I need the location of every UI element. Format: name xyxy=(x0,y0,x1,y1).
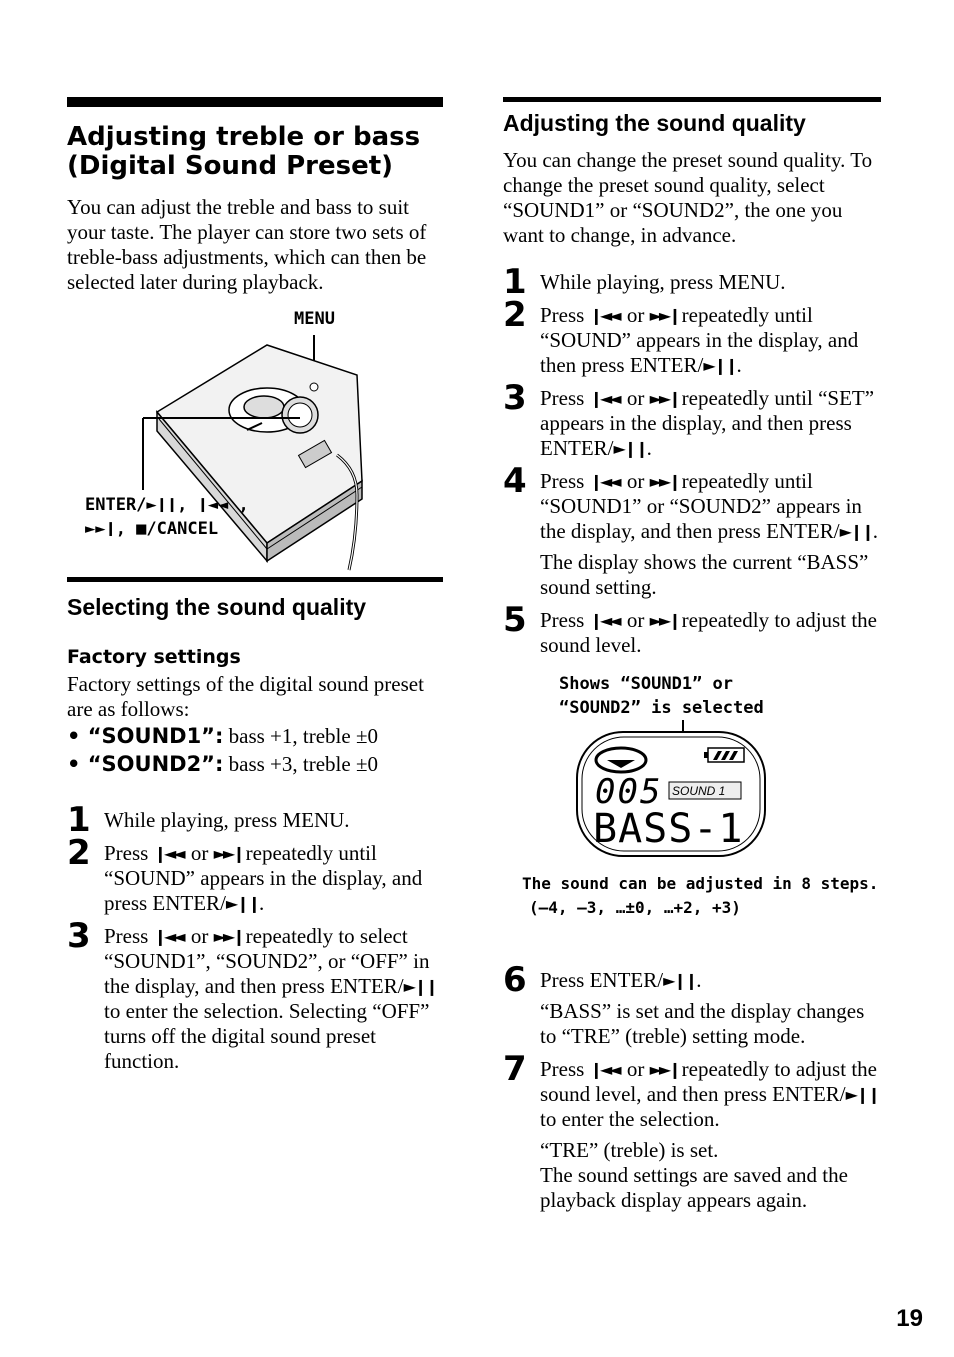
prev-track-icon: ❙◄◄ xyxy=(153,844,183,863)
right-step-4: 4 Press ❙◄◄ or ►►❙ repeatedly until “SOUND1” or “SOUND2” appears in the display, and then press ENTER/►❙❙. The display shows the current “BASS” sound setting. xyxy=(503,469,881,600)
play-pause-icon: ►❙❙ xyxy=(225,894,260,913)
bass-level-readout: BASS-1 xyxy=(593,806,744,852)
left-column xyxy=(67,97,443,1074)
play-pause-icon: ►❙❙ xyxy=(613,439,647,458)
right-step-2: 2 Press ❙◄◄ or ►►❙ repeatedly until “SOUND” appears in the display, and then press ENTER/►❙❙. xyxy=(503,295,859,377)
bullet-sound2: • “SOUND2”: bass +3, treble ±0 xyxy=(67,752,378,776)
next-track-icon: ►►❙ xyxy=(649,472,679,491)
section-rule xyxy=(67,97,443,107)
play-pause-icon: ►❙❙ xyxy=(839,522,873,541)
left-step-2: 2 Press ❙◄◄ or ►►❙ repeatedly until “SOUND” appears in the display, and press ENTER/►❙❙. xyxy=(67,833,423,915)
prev-track-icon: ❙◄◄ xyxy=(589,472,619,491)
section-title-adjusting: Adjusting the sound quality xyxy=(503,110,806,136)
step-7-note: “TRE” (treble) is set. xyxy=(540,1138,719,1162)
prev-track-icon: ❙◄◄ xyxy=(589,1060,619,1079)
factory-settings-text: Factory settings of the digital sound preset are as follows: xyxy=(67,672,424,721)
right-step-3: 3 Press ❙◄◄ or ►►❙ repeatedly until “SET” appears in the display, and then press ENTER/►❙❙. xyxy=(503,378,875,460)
play-pause-icon: ►❙❙ xyxy=(663,971,697,990)
next-track-icon: ►►❙ xyxy=(213,927,243,946)
play-pause-icon: ►❙❙ xyxy=(845,1085,879,1104)
step-4-note: The display shows the current “BASS” sound setting. xyxy=(540,550,869,599)
lcd-display-figure xyxy=(503,664,881,960)
track-number-digits: 005 xyxy=(595,772,663,812)
sound-preset-tag: SOUND 1 xyxy=(672,784,726,798)
section-rule xyxy=(503,97,881,102)
right-step-1: 1 While playing, press MENU. xyxy=(503,262,786,302)
prev-track-icon: ❙◄◄ xyxy=(153,927,183,946)
page-number: 19 xyxy=(896,1305,923,1332)
section-title-selecting: Selecting the sound quality xyxy=(67,594,367,620)
play-pause-icon: ►❙❙ xyxy=(703,356,737,375)
next-track-icon: ►►❙ xyxy=(649,306,679,325)
step-7-note-2: The sound settings are saved and the playback display appears again. xyxy=(540,1163,848,1212)
left-step-3: 3 Press ❙◄◄ or ►►❙ repeatedly to select “SOUND1”, “SOUND2”, or “OFF” in the display, and then press ENTER/►❙❙ to enter the selection. Selecting “OFF” turns off the digital sound preset function. xyxy=(67,916,437,1073)
step-6-note: “BASS” is set and the display changes to “TRE” (treble) setting mode. xyxy=(540,999,865,1048)
right-column xyxy=(503,97,881,1213)
next-track-icon: ►►❙ xyxy=(213,844,243,863)
factory-settings-title: Factory settings xyxy=(67,646,241,668)
next-track-icon: ►►❙ xyxy=(649,611,679,630)
page-title: Adjusting treble or bass (Digital Sound Preset) xyxy=(67,122,421,181)
section-rule xyxy=(67,577,443,582)
buttons-label-line2: ►►❙, ■/CANCEL xyxy=(85,519,219,539)
next-track-icon: ►►❙ xyxy=(649,389,679,408)
prev-track-icon: ❙◄◄ xyxy=(589,389,619,408)
intro-text: You can adjust the treble and bass to suit your taste. The player can store two sets of treble-bass adjustments, which can then be selected later during playback. xyxy=(67,195,427,294)
prev-track-icon: ❙◄◄ xyxy=(589,611,619,630)
menu-label: MENU xyxy=(294,309,335,329)
left-step-1: 1 While playing, press MENU. xyxy=(67,800,350,840)
play-pause-icon: ►❙❙ xyxy=(403,977,437,996)
display-caption-bottom-2: (–4, –3, …±0, …+2, +3) xyxy=(529,898,741,917)
device-figure xyxy=(67,295,443,573)
next-track-icon: ►►❙ xyxy=(649,1060,679,1079)
right-step-7: 7 Press ❙◄◄ or ►►❙ repeatedly to adjust the sound level, and then press ENTER/►❙❙ to enter the selection. “TRE” (treble) is set. The sound settings are saved and the playback display appears again. xyxy=(503,1057,881,1213)
right-step-6: 6 Press ENTER/►❙❙. “BASS” is set and the display changes to “TRE” (treble) setting mode. xyxy=(503,968,881,1049)
display-caption-bottom-1: The sound can be adjusted in 8 steps. xyxy=(522,874,879,893)
prev-track-icon: ❙◄◄ xyxy=(589,306,619,325)
buttons-label-line1: ENTER/►❙❙, ❙◄◄ , xyxy=(85,495,249,515)
display-caption-top-2: “SOUND2” is selected xyxy=(559,698,764,718)
display-caption-top-1: Shows “SOUND1” or xyxy=(559,674,733,694)
right-step-5: 5 Press ❙◄◄ or ►►❙ repeatedly to adjust the sound level. xyxy=(503,600,877,657)
right-intro-text: You can change the preset sound quality. To change the preset sound quality, select “SOUND1” or “SOUND2”, the one you want to change, in advance. xyxy=(503,148,873,247)
bullet-sound1: • “SOUND1”: bass +1, treble ±0 xyxy=(67,724,378,748)
